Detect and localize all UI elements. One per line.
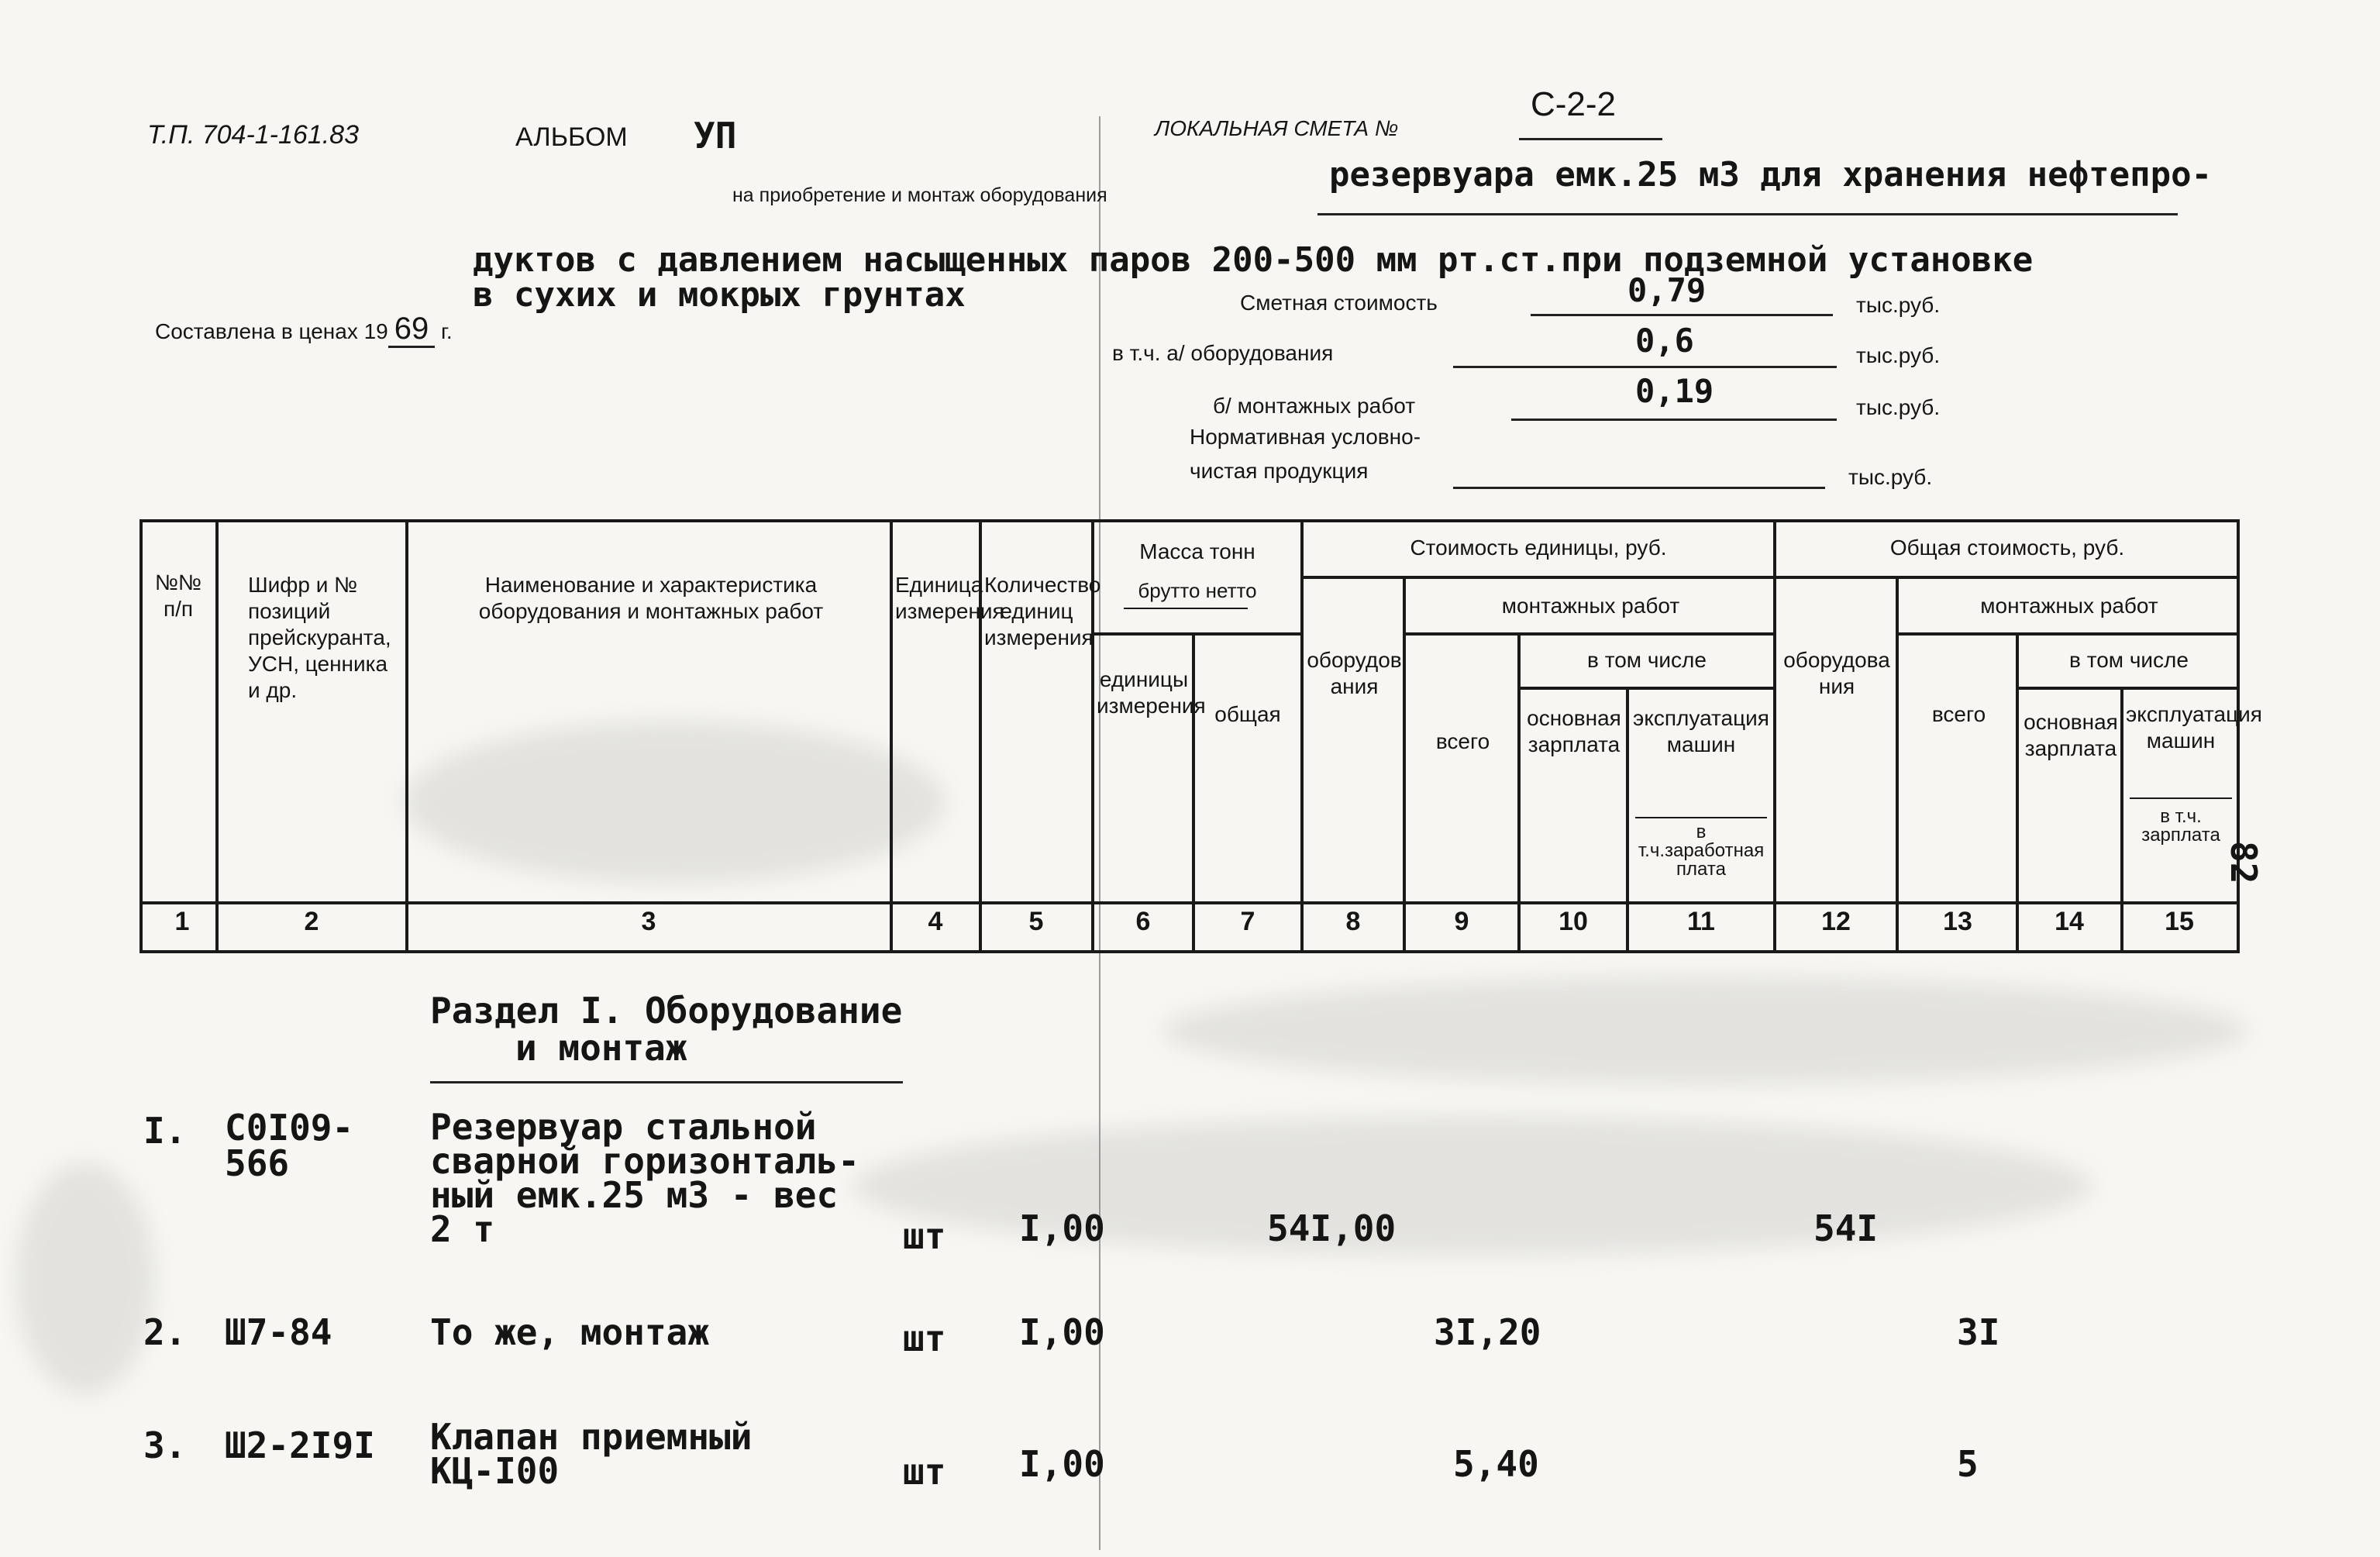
incl-header: в том числе	[1587, 648, 1707, 672]
col-header-7: общая	[1214, 702, 1281, 726]
tp-number: Т.П. 704-1-161.83	[147, 120, 359, 150]
col-header-9: всего	[1435, 729, 1490, 753]
purpose-text-1: резервуара емк.25 м3 для хранения нефтепро-	[1329, 155, 2213, 195]
col-header-12: оборудования	[1783, 648, 1890, 698]
col-number-5: 5	[1028, 907, 1044, 936]
col-header-8: оборудования	[1307, 648, 1402, 698]
col-number-14: 14	[2055, 907, 2084, 936]
col-number-12: 12	[1821, 907, 1851, 936]
cost-unit: тыс.руб.	[1856, 293, 1941, 317]
row-1-unit: шт	[903, 1215, 946, 1257]
col-number-15: 15	[2165, 907, 2194, 936]
install-label: б/ монтажных работ	[1213, 394, 1416, 418]
row-1-qty: I,00	[1019, 1207, 1105, 1249]
smeta-number: С-2-2	[1531, 85, 1617, 123]
col-header-11-sub: в т.ч.заработная плата	[1638, 822, 1765, 880]
page-number: 82	[2223, 841, 2265, 884]
install-unit: тыс.руб.	[1856, 395, 1941, 419]
scan-noise	[15, 1163, 155, 1395]
col-number-6: 6	[1135, 907, 1151, 936]
col-header-11: эксплуатация машин	[1633, 706, 1769, 756]
col-number-10: 10	[1559, 907, 1588, 936]
equip-label: в т.ч. а/ оборудования	[1112, 341, 1334, 365]
install-works-header-2: монтажных работ	[1980, 594, 2158, 618]
album-label: АЛЬБОМ	[515, 122, 628, 152]
col-number-7: 7	[1240, 907, 1255, 936]
section-underline	[430, 1081, 903, 1083]
col-number-4: 4	[928, 907, 943, 936]
install-value: 0,19	[1635, 372, 1714, 410]
col-header-1: №№ п/п	[154, 570, 202, 621]
equip-underline	[1453, 366, 1837, 368]
row-3-qty: I,00	[1019, 1443, 1105, 1485]
col-number-2: 2	[304, 907, 319, 936]
col-number-1: 1	[174, 907, 190, 936]
mass-group-header: Масса тонн	[1139, 539, 1255, 563]
install-underline	[1511, 419, 1837, 421]
row-2-number: 2.	[143, 1311, 187, 1353]
col-number-11: 11	[1687, 907, 1715, 936]
normative-label-2: чистая продукция	[1190, 459, 1369, 483]
col-number-3: 3	[641, 907, 656, 936]
normative-label-1: Нормативная условно-	[1190, 425, 1421, 449]
row-3-code: Ш2-2I9I	[225, 1424, 375, 1466]
row-3-name: Клапан приемный КЦ-I00	[430, 1416, 753, 1492]
compiled-label: Составлена в ценах 19 69 г.	[155, 312, 453, 346]
col-header-15-sub: в т.ч. зарплата	[2141, 806, 2220, 846]
cost-label: Сметная стоимость	[1240, 291, 1438, 315]
col-number-13: 13	[1943, 907, 1972, 936]
normative-underline	[1453, 487, 1825, 489]
col-header-15: эксплуатация машин	[2126, 702, 2262, 753]
row-1-code: С0I09- 566	[225, 1107, 354, 1184]
purpose-text-3: в сухих и мокрых грунтах	[473, 275, 966, 315]
col-header-5: Количество единиц измерения	[984, 573, 1101, 649]
install-works-header: монтажных работ	[1501, 594, 1680, 618]
purpose-label: на приобретение и монтаж оборудования	[732, 184, 1107, 206]
album-number: УП	[694, 115, 737, 157]
row-2-install-cost: 3I,20	[1434, 1311, 1541, 1353]
row-2-code: Ш7-84	[225, 1311, 332, 1353]
section-title: Раздел I. Оборудование и монтаж	[430, 990, 903, 1069]
col-header-3: Наименование и характеристика оборудования и монтажных работ	[478, 573, 824, 623]
row-3-install-cost: 5,40	[1453, 1443, 1539, 1485]
scan-noise	[1162, 977, 2247, 1085]
col-header-13: всего	[1931, 702, 1986, 726]
col-number-9: 9	[1454, 907, 1469, 936]
purpose-text-2: дуктов с давлением насыщенных паров 200-500 мм рт.ст.при подземной установке	[473, 240, 2034, 280]
row-2-unit: шт	[903, 1318, 946, 1359]
equip-value: 0,6	[1635, 322, 1694, 360]
smeta-underline	[1519, 138, 1662, 140]
purpose-underline-1	[1317, 213, 2178, 215]
col-header-6: единицы измерения	[1097, 667, 1206, 718]
row-3-number: 3.	[143, 1424, 187, 1466]
incl-header-2: в том числе	[2069, 648, 2189, 672]
row-2-name: То же, монтаж	[430, 1311, 710, 1353]
total-cost-group-header: Общая стоимость, руб.	[1889, 536, 2125, 560]
row-1-name: Резервуар стальной сварной горизонталь- ный емк.25 м3 - вес 2 т	[430, 1106, 859, 1250]
row-1-number: I.	[143, 1110, 187, 1152]
cost-underline	[1531, 314, 1833, 316]
mass-subheader: брутто нетто	[1138, 579, 1257, 602]
cost-value: 0,79	[1627, 271, 1707, 309]
col-header-14: основная зарплата	[2024, 710, 2118, 760]
col-number-8: 8	[1345, 907, 1361, 936]
smeta-label: ЛОКАЛЬНАЯ СМЕТА №	[1155, 116, 1399, 140]
row-2-qty: I,00	[1019, 1311, 1105, 1353]
row-1-equip-unit-cost: 54I,00	[1267, 1207, 1397, 1249]
unit-cost-group-header: Стоимость единицы, руб.	[1410, 536, 1667, 560]
row-2-total-install: 3I	[1957, 1311, 2000, 1353]
col-header-2: Шифр и № позиций прейскуранта, УСН, ценника и др.	[248, 573, 391, 702]
normative-unit: тыс.руб.	[1848, 465, 1933, 489]
row-1-total-equip: 54I	[1813, 1207, 1879, 1249]
col-header-4: Единица измерения	[895, 573, 1004, 623]
equip-unit: тыс.руб.	[1856, 343, 1941, 367]
row-3-total-install: 5	[1957, 1443, 1979, 1485]
col-header-10: основная зарплата	[1527, 706, 1621, 756]
row-3-unit: шт	[903, 1451, 946, 1493]
